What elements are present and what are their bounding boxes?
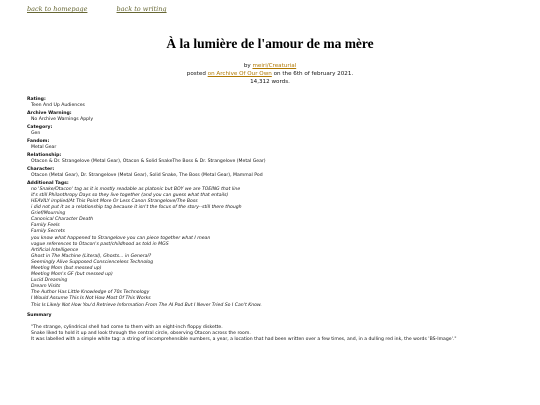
byline <box>0 62 540 86</box>
tag-item: Family Secrets <box>31 229 65 235</box>
summary-line: "The strange, cylindrical shell had come to them with an eight-inch floppy diskette. <box>31 324 223 330</box>
tag-item: Lucid Dreaming <box>31 278 68 284</box>
author-link[interactable]: meiri/Creaturial <box>252 63 297 69</box>
fandom-label: Fandom: <box>27 138 50 144</box>
tag-item: The Author Has Little Knowledge of 70s Technology <box>31 290 150 296</box>
additional-tags-label: Additional Tags: <box>27 180 69 186</box>
tag-item: This Is Likely Not How You'd Retrieve Information From The AI Pod But I Never Tried So I Can't Know. <box>31 302 262 308</box>
tag-item: vague references to Otacon's past/childhood as told in MGS <box>31 241 169 247</box>
by-label: by <box>243 63 251 69</box>
tag-item: Family Feels <box>31 223 60 229</box>
back-to-writing-link[interactable]: back to writing <box>116 5 167 13</box>
word-count: 14,312 words. <box>250 79 290 85</box>
tag-item: Grief/Mourning <box>31 211 66 217</box>
additional-tags-list <box>31 187 527 309</box>
relationship-label: Relationship: <box>27 152 62 158</box>
summary-line: Snake liked to hold it up and look through the central circle, observing Otacon across the room. <box>31 330 251 336</box>
posted-label: posted <box>186 71 206 77</box>
character-value: Otacon (Metal Gear), Dr. Strangelove (Metal Gear), Solid Snake, The Boss (Metal Gear), Mammal Pod <box>31 172 263 178</box>
summary-heading: Summary <box>27 312 52 318</box>
tag-item: Canonical Character Death <box>31 217 94 223</box>
category-label: Category: <box>27 124 53 130</box>
tag-item: Meeting Mom (but messed up) <box>31 266 102 272</box>
tag-item: HEAVILY implied/At This Point More Or Less Canon Strangelove/The Boss <box>31 198 198 204</box>
fandom-value: Metal Gear <box>31 144 57 150</box>
tag-item: Meeting Mom's GF (but messed up) <box>31 272 113 278</box>
tag-item: you know what happened to Strangelove you can piece together what I mean <box>31 235 211 241</box>
summary-line: It was labelled with a simple white tag: a string of incomprehensible numbers, a year, a location that had been written over a few times, and, in a dulling red ink, the words 'BS-Image'." <box>31 336 457 342</box>
archive-warning-value: No Archive Warnings Apply <box>31 116 94 122</box>
work-title: À la lumière de l'amour de ma mère <box>166 36 374 51</box>
character-label: Character: <box>27 166 55 172</box>
tag-item: i did not put it as a relationship tag because it isn't the focus of the story--still there though <box>31 205 242 211</box>
relationship-value: Otacon & Dr. Strangelove (Metal Gear), Otacon & Solid SnakeThe Boss & Dr. Strangelove (Metal Gear) <box>31 158 266 164</box>
rating-value: Teen And Up Audiences <box>31 102 85 108</box>
tag-item: Seemingly Alive Supposed Conscienceless Technolog <box>31 259 154 265</box>
posted-date: on the 6th of february 2021. <box>273 71 354 77</box>
back-to-homepage-link[interactable]: back to homepage <box>27 5 88 13</box>
archive-warning-label: Archive Warning: <box>27 110 72 116</box>
top-navigation <box>27 5 194 13</box>
tag-item: it's still Philanthropy Days so they live together (and you can guess what that entails) <box>31 192 229 198</box>
category-value: Gen <box>31 130 41 136</box>
tag-item: I Would Assume This Is Not How Most Of This Works <box>31 296 151 302</box>
summary-section <box>27 313 527 343</box>
tag-item: Ghost in The Machine (Literal), Ghosts... in General? <box>31 253 152 259</box>
archive-link[interactable]: on Archive Of Our Own <box>207 71 272 77</box>
tag-item: Artificial Intelligence <box>31 247 79 253</box>
tag-item: Dream Visits <box>31 284 61 290</box>
tag-item: no 'Snake/Otacon' tag as it is mostly readable as platonic but BOY we are TOEING that line <box>31 186 241 192</box>
work-metadata <box>27 95 527 343</box>
rating-label: Rating: <box>27 96 46 102</box>
